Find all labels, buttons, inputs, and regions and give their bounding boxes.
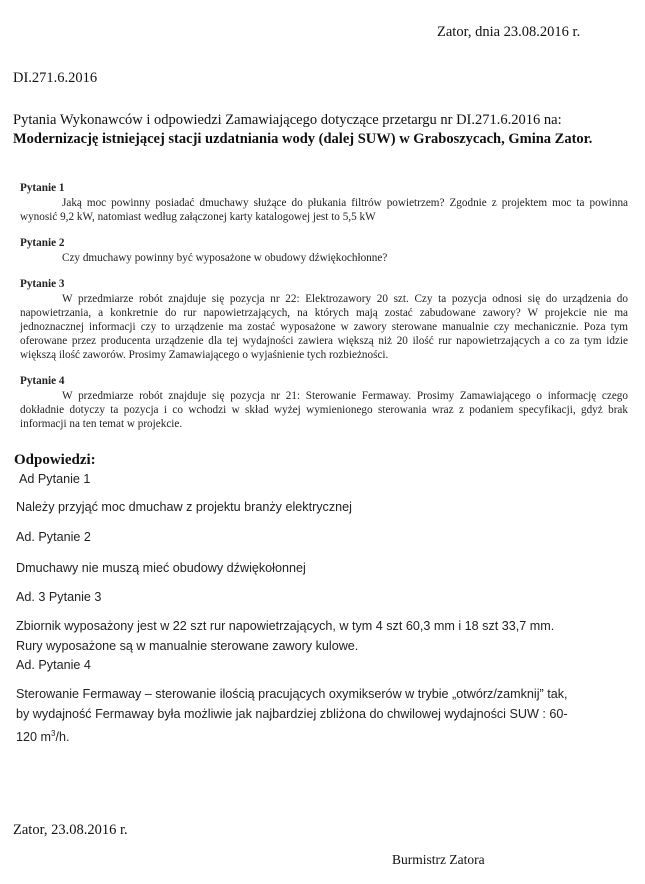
answer-2-text: Dmuchawy nie muszą mieć obudowy dźwiękołonnej <box>16 561 306 575</box>
answer-3-label: Ad. 3 Pytanie 3 <box>16 590 102 604</box>
footer-place-date: Zator, 23.08.2016 r. <box>13 822 128 838</box>
header-place-date: Zator, dnia 23.08.2016 r. <box>437 24 581 40</box>
signature: Burmistrz Zatora <box>392 852 485 867</box>
question-label: Pytanie 4 <box>20 375 65 387</box>
answer-3-line-1: Zbiornik wyposażony jest w 22 szt rur napowietrzających, w tym 4 szt 60,3 mm i 18 szt 33,7 mm. <box>16 619 555 633</box>
answer-4-line-1: Sterowanie Fermaway – sterowanie ilością pracujących oxymikserów w trybie „otwórz/zamknij” tak, <box>16 687 568 701</box>
answer-4-text <box>16 685 626 748</box>
answer-3-text <box>16 617 626 676</box>
answers-heading: Odpowiedzi: <box>14 452 96 468</box>
answer-1-label: Ad Pytanie 1 <box>19 472 91 486</box>
answer-3-line-2: Rury wyposażone są w manualnie sterowane zawory kulowe. <box>16 638 359 653</box>
unit-suffix: /h. <box>55 730 70 745</box>
question-text: W przedmiarze robót znajduje się pozycja nr 22: Elektrozawory 20 szt. Czy ta pozycja odnosi się do urządzenia do napowietrzania, a konkretnie do rur napowietrzających, na których mają zostać zabudowane zawory? W projekcie nie ma jednoznacznej informacji czy to urządzenie ma zostać wyposażone w zawory sterowane manualnie czy mechanicznie. Poza tym oferowane przez producenta urządzenie dla tej wydajności zawiera większą niż 20 ilość rur napowietrzających a co za tym idzie większą ilość zaworów. Prosimy Zamawiającego o wyjaśnienie tych rozbieżności. <box>20 293 628 361</box>
question-label: Pytanie 1 <box>20 182 65 194</box>
reference-number: DI.271.6.2016 <box>13 70 98 86</box>
document-title: Modernizację istniejącej stacji uzdatniania wody (dalej SUW) w Graboszycach, Gmina Zator. <box>13 131 593 147</box>
question-text: W przedmiarze robót znajduje się pozycja nr 21: Sterowanie Fermaway. Prosimy Zamawiającego o informację czego dokładnie dotyczy ta pozycja i co wchodzi w skład wyżej wymienionego sterowania wraz z podaniem specyfikacji, gdyż brak informacji na ten temat w projekcie. <box>20 390 628 430</box>
question-text: Jaką moc powinny posiadać dmuchawy służące do płukania filtrów powietrzem? Zgodnie z projektem moc ta powinna wynosić 9,2 kW, natomiast według załączonej karty katalogowej jest to 5,5 kW <box>20 197 628 223</box>
flow-value: 120 m <box>16 730 52 745</box>
answer-1-text: Należy przyjąć moc dmuchaw z projektu branży elektrycznej <box>16 500 352 514</box>
question-3 <box>20 277 628 362</box>
question-2 <box>20 236 628 265</box>
unit-exponent: 3 <box>51 729 56 738</box>
question-text: Czy dmuchawy powinny być wyposażone w obudowy dźwiękochłonne? <box>62 252 388 264</box>
question-label: Pytanie 3 <box>20 278 65 290</box>
answer-2-label: Ad. Pytanie 2 <box>16 530 91 544</box>
answer-4-line-2: by wydajność Fermaway była możliwie jak najbardziej zbliżona do chwilowej wydajności SUW : 60- <box>16 706 568 721</box>
answer-4-line-3 <box>16 724 626 748</box>
question-1 <box>20 181 628 224</box>
answer-4-label: Ad. Pytanie 4 <box>16 658 91 672</box>
intro-text: Pytania Wykonawców i odpowiedzi Zamawiającego dotyczące przetargu nr DI.271.6.2016 na: <box>13 112 562 128</box>
question-4 <box>20 374 628 431</box>
question-label: Pytanie 2 <box>20 237 65 249</box>
